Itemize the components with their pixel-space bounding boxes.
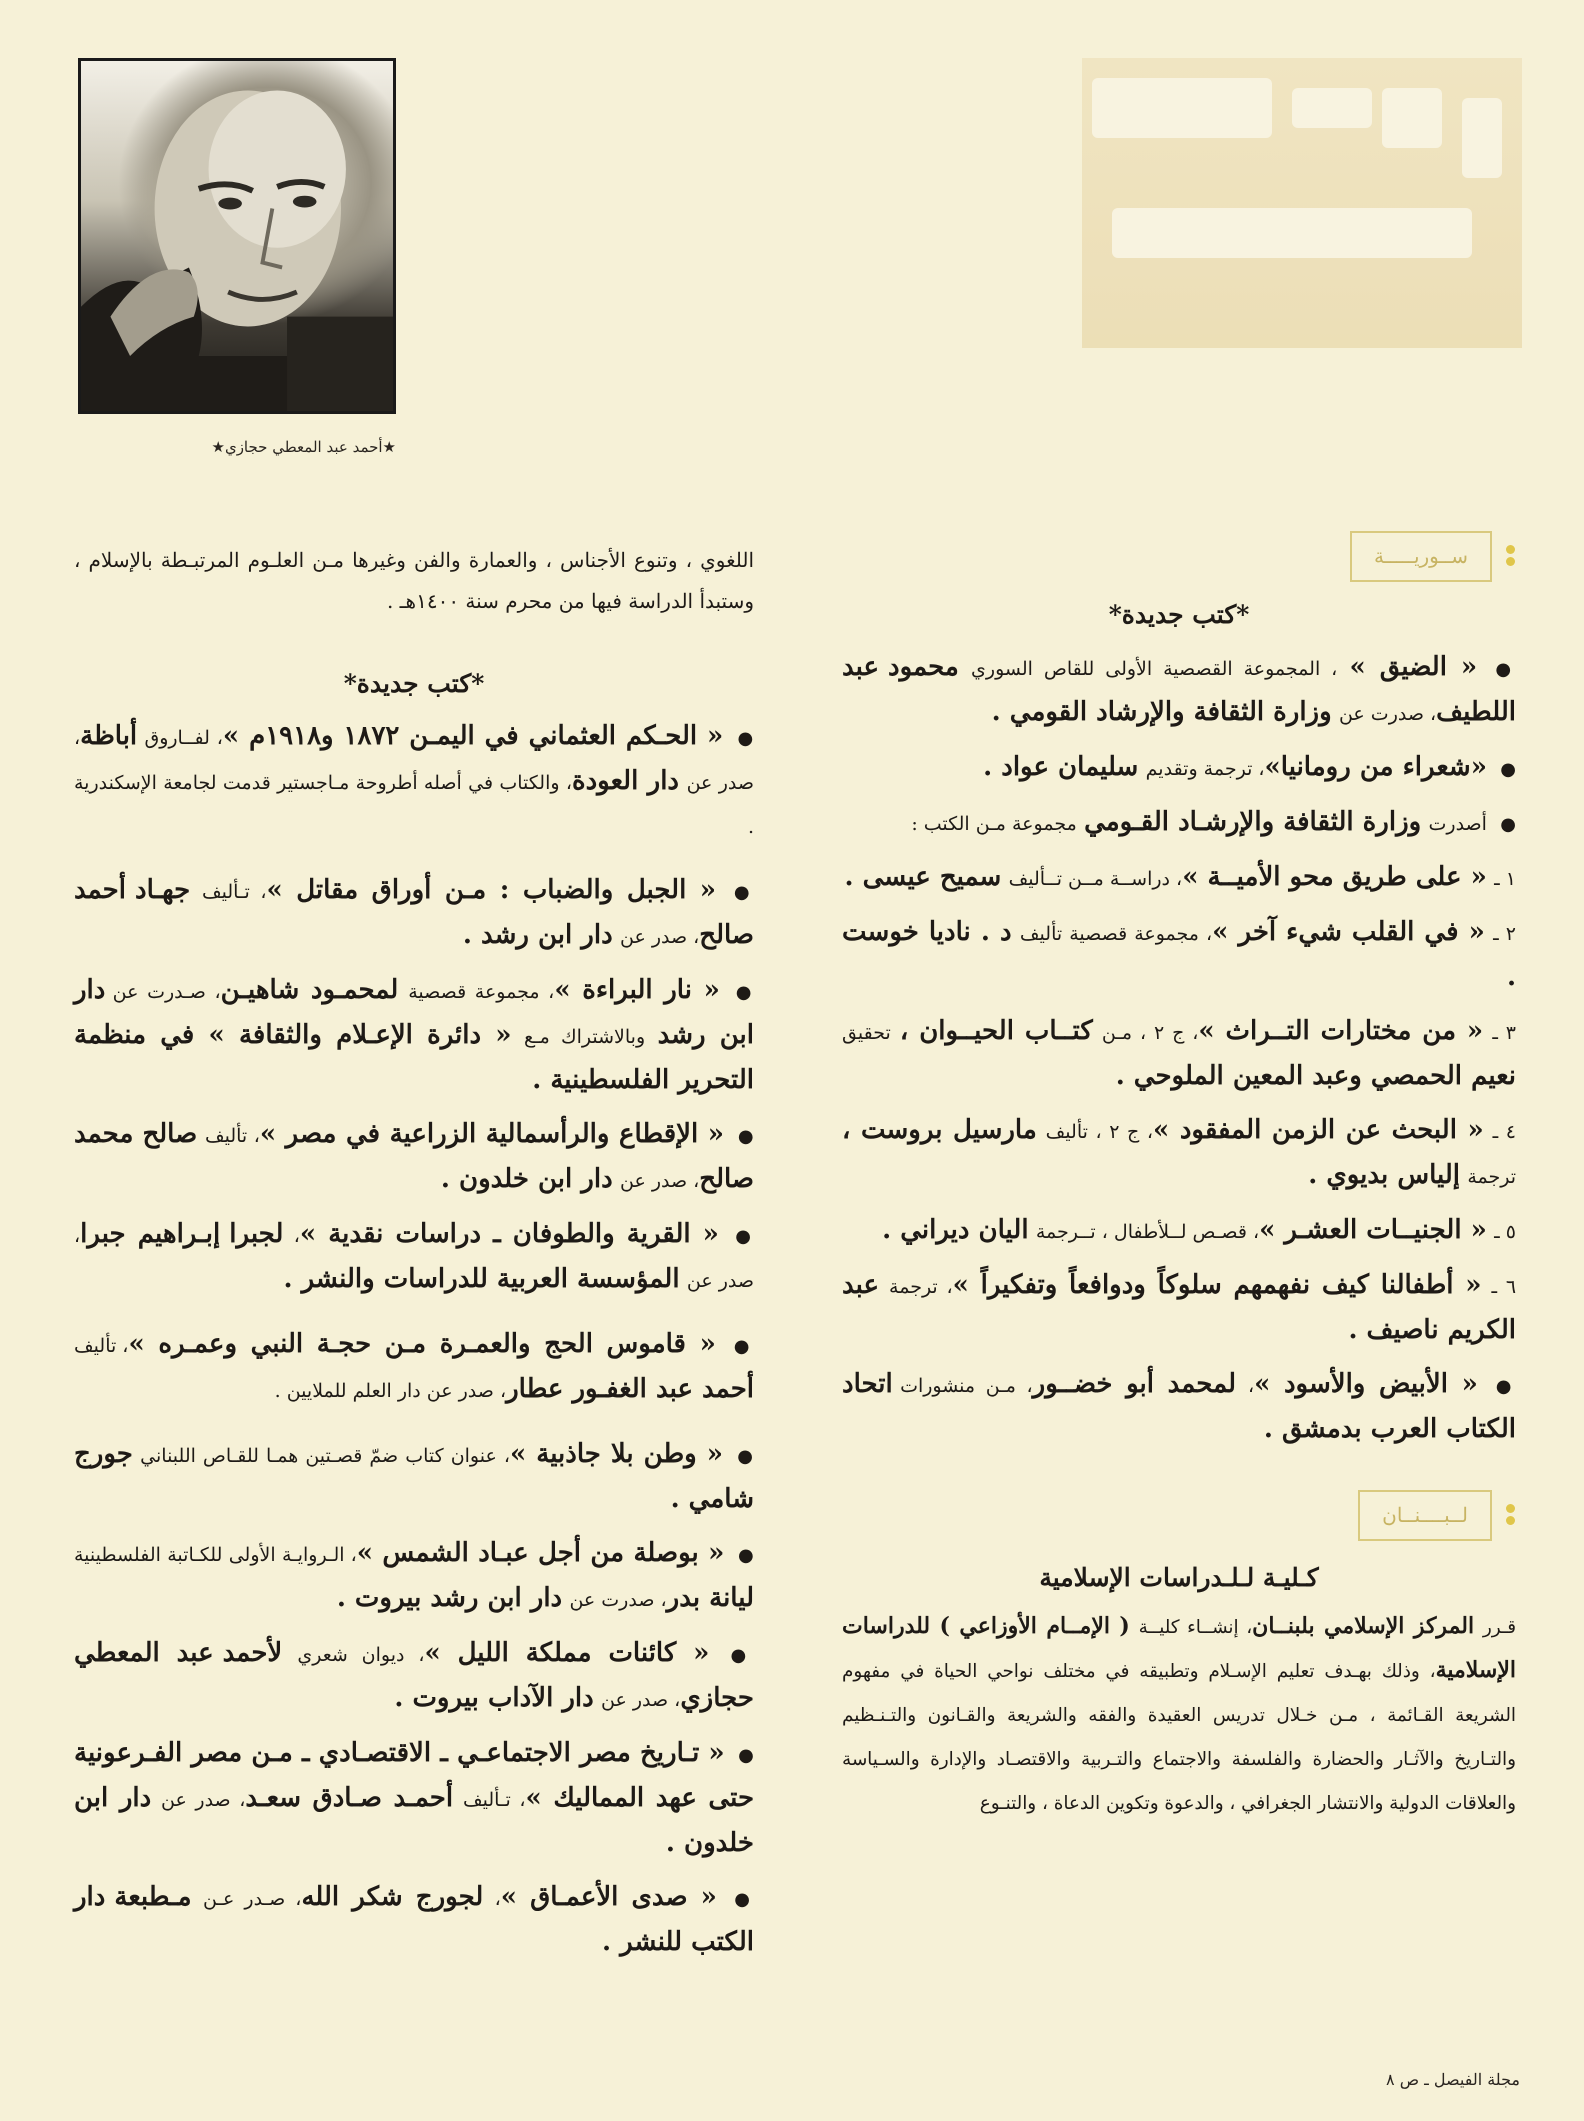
book-entry (842, 1209, 1516, 1254)
organization-name: المركز الإسلامي بلبنــان (1252, 1613, 1475, 1639)
entry-number: ٢ ـ (1493, 923, 1517, 945)
entry-text: ، (1247, 1375, 1255, 1397)
entry-number: ٦ ـ (1491, 1276, 1517, 1298)
entry-text: ترجمة (1467, 1166, 1516, 1188)
entry-text: ، تأليف (204, 1125, 260, 1147)
paragraph-text: ، وذلك بهـدف تعليم الإسـلام وتطبيقه في مختلف نواحي الحياة في مفهوم الشريعة القـائمة ، مـن خـلال تدريس العقيدة والفقه والشريعة والقـانون والتـنـظيم والتـاريخ والآثـار والحضارة والفلسفة والاجتماع والتـربية والاقتصـاد والإدارة والسـياسة والعلاقات الدولية والانتشار الجغرافي ، والدعوة وتكوين الدعاة ، والتنـوع (842, 1661, 1516, 1814)
author-name: محمود عبد اللطيف (842, 652, 1516, 727)
book-title: « الجنيــات العشـر » (1259, 1215, 1487, 1245)
entry-text: ، تـأليف (201, 881, 267, 903)
book-title: « على طريق محو الأميــة » (1182, 862, 1487, 892)
book-title: « البحث عن الزمن المفقود » (1152, 1115, 1484, 1145)
entry-text: ، ج ٢ ، مـن (1101, 1022, 1199, 1044)
publisher-name: دار ابن خلدون . (440, 1164, 613, 1194)
author-name: صالح محمد صالح (74, 1119, 754, 1194)
entry-text: ، الـروايـة الأولى للكـاتبة الفلسطينية (74, 1544, 357, 1566)
publisher-name: المؤسسة العربية للدراسات والنشر . (283, 1264, 680, 1294)
author-name: لمحمـود شاهيـن (220, 975, 399, 1005)
bullet-icon: ● (1500, 759, 1516, 780)
entry-text: ، صـدرت عن (112, 981, 221, 1003)
book-title: « القرية والطوفان ـ دراسات نقدية » (299, 1219, 719, 1249)
publisher-name: اتحاد الكتاب العرب بدمشق . (842, 1369, 1516, 1444)
book-title: كتــاب الحيــوان ، (899, 1016, 1093, 1046)
book-title: « في القلب شيء آخر » (1212, 917, 1485, 947)
entry-text: ، المجموعة القصصية الأولى للقاص السوري (971, 658, 1338, 680)
section-label-text: لــبــــنــان (1358, 1490, 1492, 1541)
author-name: سليمان عواد . (983, 752, 1139, 782)
entry-text: ، صدر عن دار العلم للملايين . (274, 1380, 507, 1402)
section-label-lebanon (842, 1494, 1516, 1536)
entry-text: ، دراســة مــن تــأليف (1008, 868, 1183, 890)
book-title: « كائنات مملكة الليل » (424, 1638, 710, 1668)
author-name: نعيم الحمصي وعبد المعين الملوحي . (1115, 1061, 1516, 1091)
publisher-name: دار الآداب بيروت . (394, 1683, 594, 1713)
author-name: لأحمد عبد المعطي حجازي (74, 1638, 754, 1713)
book-entry (842, 1363, 1516, 1452)
book-title: « الإقطاع والرأسمالية الزراعية في مصر » (259, 1119, 725, 1149)
entry-text: ، (494, 1888, 501, 1910)
entry-text: ، ترجمة وتقديم (1145, 758, 1265, 780)
entry-text: ، صدرت عن (569, 1589, 667, 1611)
author-name: سميح عيسى . (844, 862, 1002, 892)
continuation-paragraph: اللغوي ، وتنوع الأجناس ، والعمارة والفن وغيرها مـن العلـوم المرتبـطة بالإسلام ، وستبدأ الدراسة فيها من محرم سنة ١٤٠٠هـ . (74, 548, 754, 613)
publisher-name: مـطبعة دار الكتب للنشر . (74, 1882, 754, 1957)
author-name: جورج شامي . (74, 1439, 754, 1514)
right-column (842, 535, 1516, 1825)
entry-number: ٤ ـ (1492, 1121, 1517, 1143)
entry-text: ، عنوان كتاب ضمّ قصـتين همـا للقـاص اللبناني (140, 1445, 510, 1467)
author-name: جهـاد أحمد صالح (74, 875, 754, 950)
author-name: أحمد عبد الغفـور عطار (506, 1374, 754, 1404)
author-name: د . ناديا خوست . (842, 917, 1516, 992)
entry-text: ، مـن منشورات (900, 1375, 1033, 1397)
entry-text: ، ديوان شعري (297, 1644, 425, 1666)
book-title: « الضيق » (1349, 652, 1478, 682)
bullet-icon: ● (730, 1645, 755, 1666)
entry-text: ، صدر عن (74, 727, 754, 794)
book-title: « بوصلة من أجل عبـاد الشمس » (356, 1538, 725, 1568)
author-name: لمحمد أبو خضــور (1032, 1369, 1237, 1399)
author-name: ليانة بدر (666, 1583, 754, 1613)
bullet-icon: ● (735, 1226, 755, 1247)
bullet-icon: ● (1495, 1376, 1517, 1397)
bullet-icon: ● (737, 728, 755, 749)
publisher-name: وزارة الثقافة والإرشاد القومي . (991, 697, 1332, 727)
book-entry (74, 1213, 754, 1303)
entry-text: ، صدر عن (74, 1225, 754, 1292)
bullet-dots-icon (1506, 545, 1516, 567)
entry-text: ، تـأليف (462, 1789, 526, 1811)
organization-name: « دائرة الإعـلام والثقافة » في منظمة التحرير الفلسطينية . (74, 1020, 754, 1095)
publisher-name: دار العودة (571, 766, 679, 796)
book-entry (842, 911, 1516, 1000)
book-title: « قاموس الحج والعمـرة مـن حجـة النبي وعمـره » (128, 1329, 716, 1359)
entry-text: مجموعة مـن الكتب : (911, 813, 1077, 835)
entry-text: ، صدر عن (601, 1689, 681, 1711)
bullet-icon: ● (737, 1446, 754, 1467)
book-entry (842, 1109, 1516, 1199)
section-label-text: ســوريـــــة (1350, 531, 1492, 582)
book-entry (74, 869, 754, 959)
entry-text: ، صدرت عن (1338, 703, 1437, 725)
entry-text: ، صدر عن (161, 1789, 246, 1811)
publisher-name: وزارة الثقافة والإرشـاد القـومي (1084, 807, 1422, 837)
book-entry (842, 1264, 1516, 1353)
entry-text: ، صدر عن (619, 926, 700, 948)
book-entry (74, 1632, 754, 1722)
bullet-icon: ● (733, 882, 755, 903)
header-decoration (1082, 58, 1522, 348)
book-entry (74, 1433, 754, 1522)
book-entry (74, 1732, 754, 1866)
entry-text: وبالاشتراك مـع (523, 1026, 646, 1048)
book-entry (74, 1323, 754, 1413)
entry-text: ، قصـص لــلأطفال ، تــرجمة (1035, 1221, 1260, 1243)
book-title: « وطن بلا جاذبية » (509, 1439, 723, 1469)
bullet-icon: ● (733, 1336, 755, 1357)
book-title: « الجبل والضباب : مـن أوراق مقاتل » (266, 875, 717, 905)
author-photo (78, 58, 396, 414)
publisher-name: دار ابن رشد (74, 975, 754, 1050)
paragraph-text: قـرر (1482, 1617, 1516, 1638)
book-title: « الأبيض والأسود » (1254, 1369, 1478, 1399)
author-name: أباظة (80, 721, 138, 751)
college-name: ( الإمــام الأوزاعي ) للدراسات الإسلامية (842, 1613, 1516, 1683)
book-title: « أطفالنا كيف نفهمهم سلوكاً ودوافعاً وتفكيراً » (952, 1270, 1482, 1300)
bullet-icon: ● (734, 1889, 754, 1910)
bullet-icon: ● (1500, 814, 1516, 835)
author-name: أحمـد صـادق سعـد (245, 1783, 454, 1813)
book-entry (842, 646, 1516, 736)
article-paragraph (842, 1605, 1516, 1825)
photo-caption: ★أحمد عبد المعطي حجازي★ (211, 438, 396, 456)
book-title: «شعراء من رومانيا» (1264, 752, 1487, 782)
publisher-name: دار ابن خلدون . (74, 1783, 754, 1858)
publisher-name: دار ابن رشد بيروت . (336, 1583, 563, 1613)
translator-name: عبد الكريم ناصيف . (842, 1270, 1516, 1345)
author-name: لجبرا إبـراهيم جبرا (80, 1219, 284, 1249)
entry-text: ، ج ٢ ، تأليف (1045, 1121, 1153, 1143)
book-title: « الحـكم العثماني في اليمـن ١٨٧٢ و١٩١٨م » (222, 721, 724, 751)
author-name: لجورج شكر الله (301, 1882, 484, 1912)
entry-number: ٣ ـ (1492, 1022, 1516, 1044)
translator-name: اليان ديراني . (882, 1215, 1029, 1245)
bullet-icon: ● (1495, 659, 1516, 680)
bullet-icon: ● (737, 1126, 754, 1147)
book-entry (74, 715, 754, 849)
entry-text: ، ترجمة (889, 1276, 953, 1298)
bullet-icon: ● (737, 1545, 754, 1566)
bullet-icon: ● (735, 982, 755, 1003)
book-entry (842, 1010, 1516, 1099)
book-entry (74, 1876, 754, 1965)
bullet-dots-icon (1506, 1504, 1516, 1526)
book-entry (842, 801, 1516, 846)
book-entry (74, 1113, 754, 1203)
section-heading: *كتب جديدة* (343, 669, 485, 698)
book-entry (842, 746, 1516, 791)
book-title: « من مختارات التــراث » (1198, 1016, 1484, 1046)
book-entry (74, 1532, 754, 1622)
translator-name: إلياس بديوي . (1308, 1160, 1460, 1190)
book-title: « تـاريخ مصر الاجتماعـي ـ الاقتصـادي ـ مـن مصر الفـرعونية حتى عهد المماليك » (74, 1738, 755, 1813)
section-label-syria (842, 535, 1516, 577)
entry-number: ١ ـ (1494, 868, 1516, 890)
book-title: « صدى الأعمـاق » (500, 1882, 717, 1912)
entry-number: ٥ ـ (1494, 1221, 1516, 1243)
book-entry (74, 969, 754, 1103)
publisher-name: دار ابن رشد . (462, 920, 613, 950)
book-title: « نار البراءة » (554, 975, 720, 1005)
article-heading: كـليـة لـلـدراسات الإسلامية (1039, 1563, 1319, 1592)
entry-text: ، (293, 1225, 300, 1247)
entry-text: ، مجموعة قصصية تأليف (1019, 923, 1213, 945)
entry-text: ، صدر عن (619, 1170, 700, 1192)
entry-text: ، مجموعة قصصية (408, 981, 555, 1003)
entry-text: ، تأليف (74, 1335, 129, 1357)
left-column (74, 540, 754, 1975)
bullet-icon: ● (738, 1745, 754, 1766)
entry-text: ، والكتاب في أصله أطروحة مـاجستير قدمت لجامعة الإسكندرية . (74, 772, 754, 838)
entry-text: تحقيق (842, 1022, 891, 1044)
paragraph-text: ، إنشــاء كليــة (1138, 1617, 1253, 1638)
entry-text: ، لفــاروق (144, 727, 223, 749)
author-name: مارسيل بروست ، (842, 1115, 1037, 1145)
section-heading: *كتب جديدة* (1108, 600, 1250, 629)
entry-text: ، صـدر عـن (202, 1888, 302, 1910)
page-footer: مجلة الفيصل ـ ص ٨ (1386, 2070, 1520, 2089)
entry-text: أصدرت (1428, 813, 1487, 835)
book-entry (842, 856, 1516, 901)
